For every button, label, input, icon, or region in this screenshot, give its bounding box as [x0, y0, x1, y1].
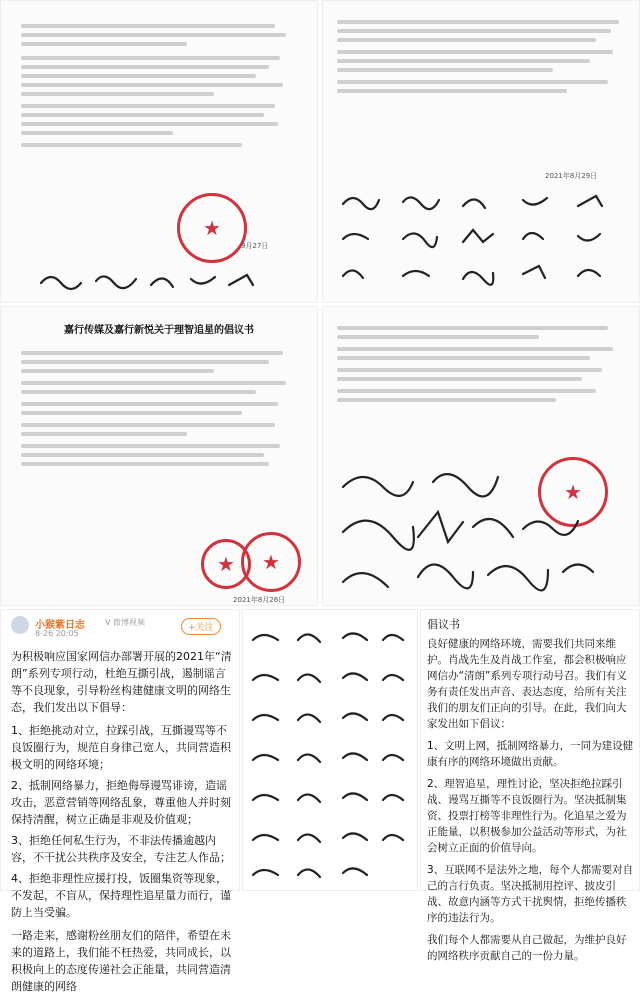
weibo-post — [0, 609, 240, 993]
red-seal: ★ — [201, 539, 251, 589]
post-paragraph: 为积极响应国家网信办部署开展的2021年“清朗”系列专项行动，杜绝互撕引战，遏制谣言等不良现象，引导粉丝构建健康文明的网络生态，我们发出以下倡导： — [11, 650, 232, 714]
doc-heading: 倡议书 — [427, 618, 460, 631]
doc-panel-middle-right — [322, 306, 640, 606]
red-seal: ★ — [177, 193, 247, 263]
signature-row — [1, 263, 319, 303]
doc-panel-middle-left — [0, 306, 318, 606]
post-time: 8-26 20:05 — [35, 629, 79, 638]
doc-date: 2021年8月26日 — [233, 596, 286, 604]
signature-cluster — [323, 457, 641, 607]
doc-date: 9月27日 — [241, 242, 269, 250]
doc-paragraph: 2、理智追星，理性讨论，坚决拒绝拉踩引战、谩骂互撕等不良饭圈行为。坚决抵制集资、投票打榜等非理性行为。化追星之爱为正能量，以积极参加公益活动等形式，为社会树立正面的价值导向。 — [427, 778, 627, 854]
doc-panel-top-left — [0, 0, 318, 303]
doc-paragraph: 3、互联网不是法外之地，每个人都需要对自己的言行负责。坚决抵制用控评、披皮引战、故意内涵等方式干扰舆情，拒绝传播秩序的违法行为。 — [427, 864, 634, 924]
red-seal: ★ — [538, 457, 608, 527]
post-paragraph: 一路走来，感谢粉丝朋友们的陪伴，希望在未来的道路上，我们能不枉热爱，共同成长，以积极向上的态度传递社会正能量，共同营造清朗健康的网络 — [11, 929, 231, 993]
doc-panel-bottom-right — [420, 609, 640, 962]
post-paragraph: 3、拒绝任何私生行为，不非法传播逾越内容，不干扰公共秩序及安全，专注艺人作品； — [11, 834, 231, 864]
avatar[interactable] — [11, 616, 29, 634]
doc-panel-top-right — [322, 0, 640, 303]
doc-title: 嘉行传媒及嘉行新悦关于理智追星的倡议书 — [64, 325, 254, 336]
post-paragraph: 1、拒绝挑动对立，拉踩引战，互撕谩骂等不良饭圈行为，规范自身律己宽人，共同营造积极文明的网络环境； — [11, 724, 231, 771]
signature-list — [243, 610, 419, 892]
post-paragraph: 4、拒绝非理性应援打投，饭圈集资等现象，不发起，不盲从，保持理性追星量力而行，谨防上当受骗。 — [11, 872, 231, 919]
signature-list-panel — [242, 609, 418, 891]
follow-button[interactable]: +关注 — [181, 618, 221, 635]
red-seal: ★ — [241, 532, 301, 592]
verified-tag: V 微博视频 — [105, 618, 146, 627]
doc-paragraph: 1、文明上网，抵制网络暴力，一同为建设健康有序的网络环境做出贡献。 — [427, 740, 634, 768]
doc-paragraph: 我们每个人都需要从自己做起，为维护良好的网络秩序贡献自己的一份力量。 — [427, 934, 627, 962]
doc-date: 2021年8月29日 — [545, 172, 598, 180]
weibo-username[interactable]: 小猴紫日志 — [35, 620, 85, 631]
doc-paragraph: 良好健康的网络环境，需要我们共同来维护。肖战先生及肖战工作室，都会积极响应网信办“清朗”系列专项行动号召。我们有义务有责任发出声音、表达态度，给所有关注我们的朋友们正向的引导。在此，我们向大家发出如下倡议： — [427, 638, 627, 730]
post-paragraph: 2、抵制网络暴力，拒绝侮辱谩骂诽谤，造谣攻击，恶意营销等网络乱象，尊重他人并时刻保持清醒，树立正确是非观及价值观； — [11, 779, 231, 826]
signature-grid — [323, 184, 641, 302]
